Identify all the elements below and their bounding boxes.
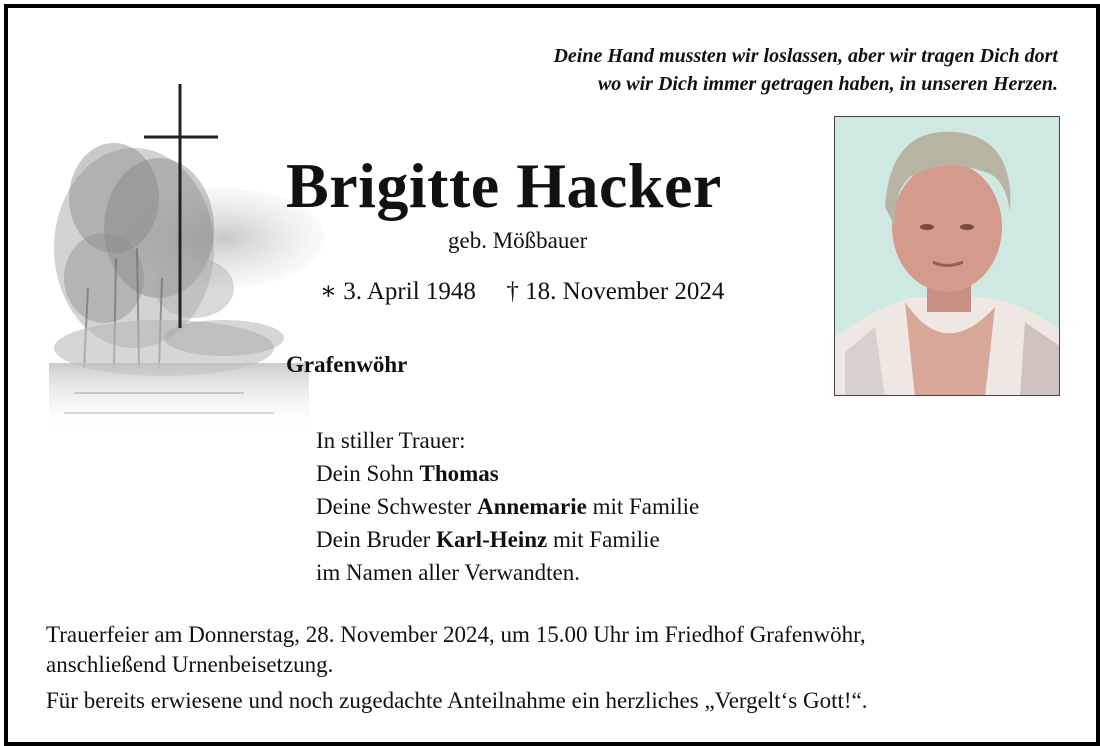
funeral-line-1: Trauerfeier am Donnerstag, 28. November 2024, um 15.00 Uhr im Friedhof Grafenwöhr,	[46, 622, 866, 647]
mourners-block	[316, 424, 699, 589]
mourner-suffix: mit Familie	[547, 527, 660, 552]
mourner-relation: Deine Schwester	[316, 494, 477, 519]
cross-landscape-illustration	[44, 78, 324, 450]
motto-line-1: Deine Hand mussten wir loslassen, aber wir tragen Dich dort	[553, 45, 1058, 67]
mourner-line	[316, 490, 699, 523]
portrait-photo	[834, 116, 1060, 396]
mourner-relation: Dein Bruder	[316, 527, 437, 552]
thanks-note: Für bereits erwiesene und noch zugedachte Anteilnahme ein herzliches „Vergelt‘s Gott!“.	[46, 688, 868, 713]
mourner-suffix: mit Familie	[586, 494, 700, 519]
motto-line-2: wo wir Dich immer getragen haben, in unseren Herzen.	[597, 73, 1058, 95]
mourners-intro: In stiller Trauer:	[316, 428, 466, 453]
birth-date: 3. April 1948	[343, 278, 476, 305]
birth-symbol: ∗	[320, 278, 337, 305]
hometown: Grafenwöhr	[286, 352, 408, 377]
obituary-notice	[4, 4, 1100, 746]
funeral-details	[46, 620, 866, 680]
funeral-line-2: anschließend Urnenbeisetzung.	[46, 652, 334, 677]
death-date: 18. November 2024	[525, 278, 725, 305]
life-dates	[320, 276, 724, 306]
mourners-closing: im Namen aller Verwandten.	[316, 560, 580, 585]
born-name: geb. Mößbauer	[448, 228, 588, 253]
mourner-name: Karl-Heinz	[436, 527, 548, 552]
mourner-name: Annemarie	[476, 494, 587, 519]
mourner-name: Thomas	[419, 461, 499, 486]
mourner-relation: Dein Sohn	[316, 461, 420, 486]
deceased-name: Brigitte Hacker	[286, 150, 722, 221]
mourner-line	[316, 457, 699, 490]
death-symbol: †	[506, 278, 519, 305]
motto-quote	[553, 42, 1058, 98]
mourner-line	[316, 523, 699, 556]
